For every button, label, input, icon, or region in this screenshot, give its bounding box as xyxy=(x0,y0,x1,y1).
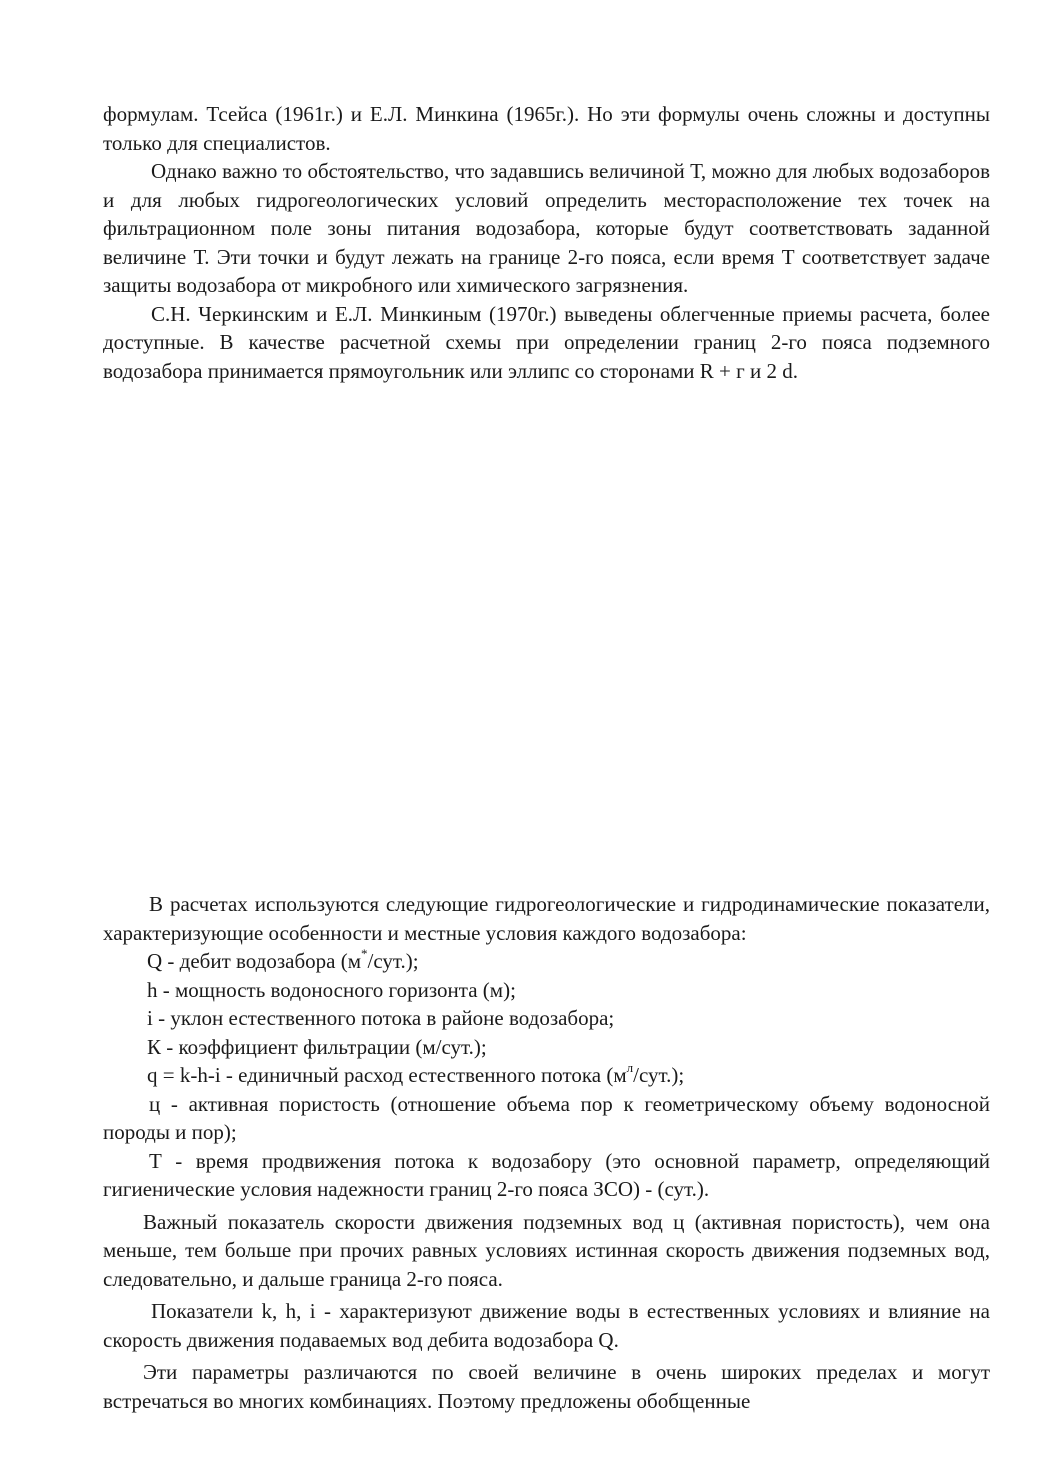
list-item-i: i - уклон естественного потока в районе водозабора; xyxy=(147,1006,615,1030)
paragraph-formulas: формулам. Тсейса (1961г.) и Е.Л. Минкина (1965г.). Но эти формулы очень сложны и доступны только для специалистов. xyxy=(103,102,990,155)
paragraph-parameters: Эти параметры различаются по своей величине в очень широких пределах и могут встречаться во многих комбинациях. Поэтому предложены обобщенные xyxy=(103,1360,990,1413)
paragraph-however: Однако важно то обстоятельство, что задавшись величиной Т, можно для любых водозаборов и для любых гидрогеологических условий определить месторасположение тех точек на фильтрационном поле зоны питания водозабора, которые будут соответствовать заданной величине Т. Эти точки и будут лежать на границе 2-го пояса, если время Т соответствует задаче защиты водозабора от микробного или химического загрязнения. xyxy=(103,159,990,297)
bottom-text-block xyxy=(103,890,990,1415)
paragraph-cherkinsky: С.Н. Черкинским и Е.Л. Минкиным (1970г.) выведены облегченные приемы расчета, более доступные. В качестве расчетной схемы при определении границ 2-го пояса подземного водозабора принимается прямоугольник или эллипс со сторонами R + г и 2 d. xyxy=(103,301,990,383)
paragraph-intro: В расчетах используются следующие гидрогеологические и гидродинамические показатели, характеризующие особенности и местные условия каждого водозабора: xyxy=(103,892,990,945)
q-text: Q - дебит водозабора (м xyxy=(147,949,362,973)
list-item-q-unit-flow xyxy=(103,1061,990,1090)
top-text-block xyxy=(103,100,990,385)
paragraph-khi: Показатели k, h, i - характеризуют движение воды в естественных условиях и влияние на скорость движения подаваемых вод дебита водозабора Q. xyxy=(103,1299,990,1352)
q-unit: /сут.); xyxy=(367,949,419,973)
qs-unit: /сут.); xyxy=(633,1063,685,1087)
list-item-k: К - коэффициент фильтрации (м/сут.); xyxy=(147,1034,487,1059)
list-item-porosity: ц - активная пористость (отношение объема пор к геометрическому объему водоносной породы и пор); xyxy=(103,1091,990,1144)
q-superscript: * xyxy=(361,946,368,961)
list-item-q xyxy=(103,947,990,976)
paragraph-important: Важный показатель скорости движения подземных вод ц (активная пористость), чем она меньше, тем больше при прочих равных условиях истинная скорость движения подземных вод, следовательно, и дальше граница 2-го пояса. xyxy=(103,1209,990,1291)
list-item-time: Т - время продвижения потока к водозабору (это основной параметр, определяющий гигиенические условия надежности границ 2-го пояса ЗСО) - (сут.). xyxy=(103,1148,990,1201)
qs-superscript: л xyxy=(626,1060,634,1075)
qs-text: q = k-h-i - единичный расход естественного потока (м xyxy=(147,1063,627,1087)
list-item-h: h - мощность водоносного горизонта (м); xyxy=(147,977,516,1002)
